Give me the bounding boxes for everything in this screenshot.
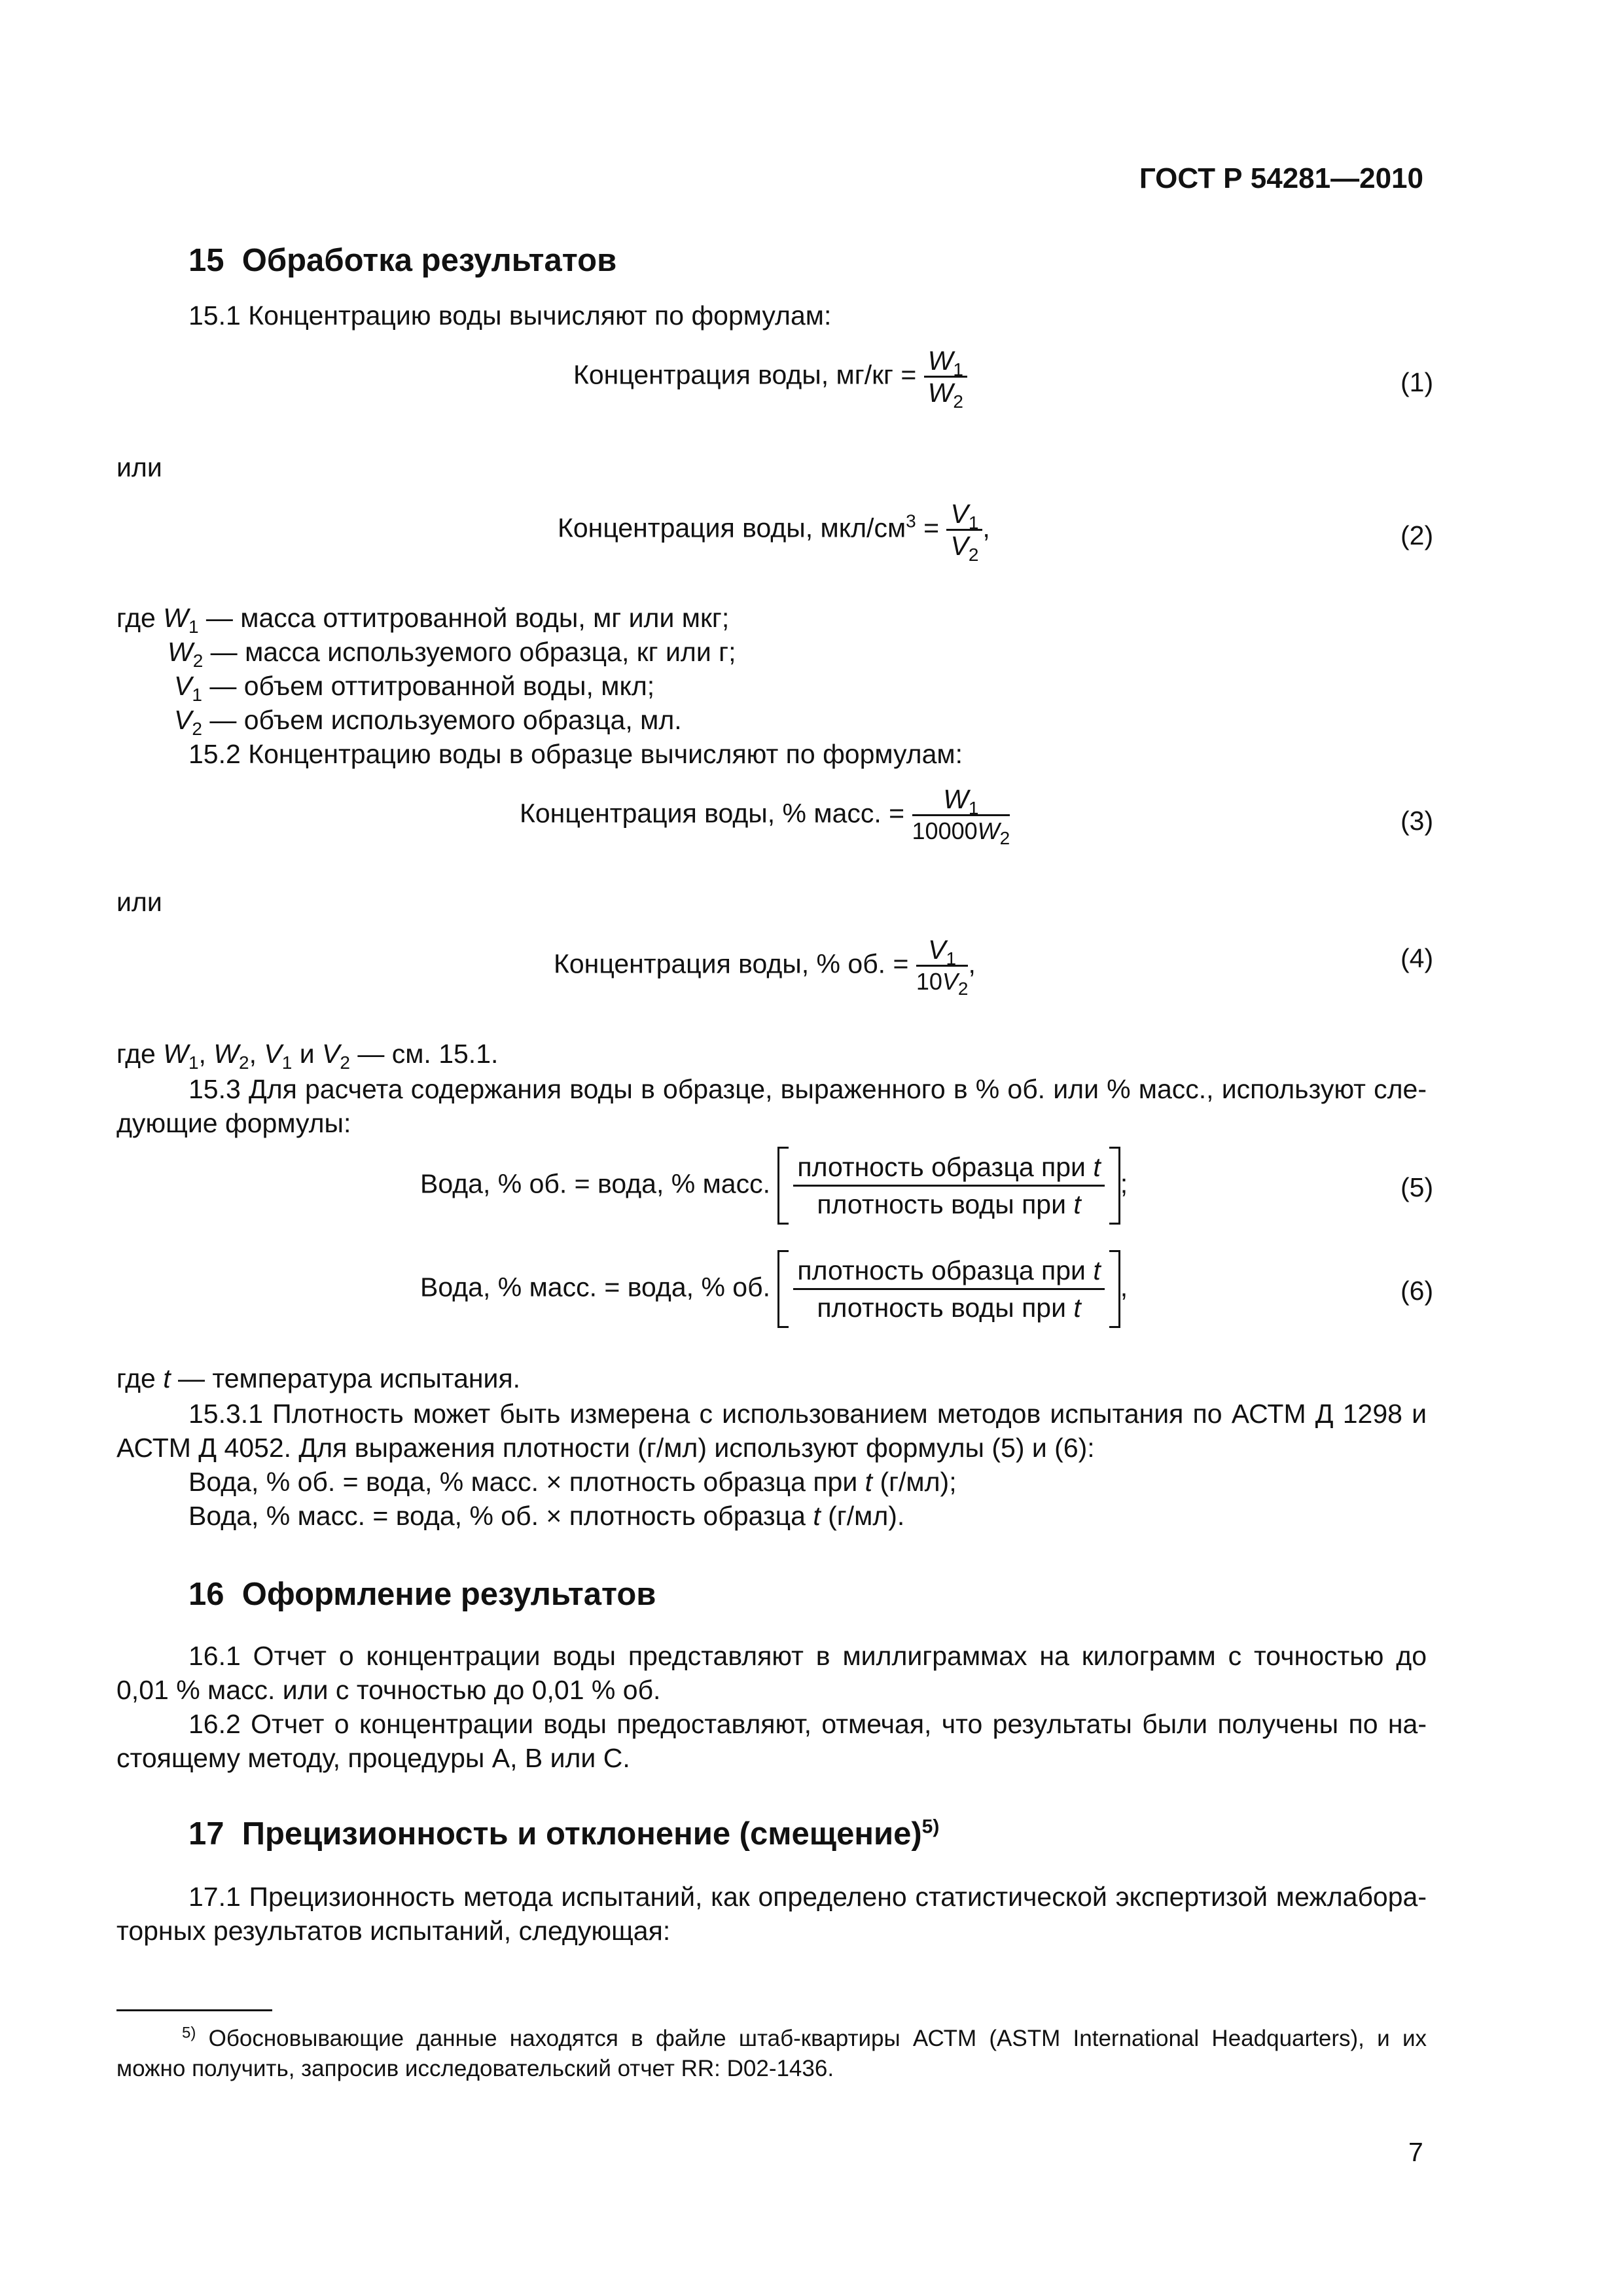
footnote-text: $^{5)}$ Обосновывающие данные находятся в файле штаб-квартиры АСТМ (ASTM International Headquarters), и их	[182, 2024, 1427, 2051]
or-text: или	[116, 452, 162, 482]
equation-lhs: Концентрация воды, мг/кг =	[573, 359, 917, 390]
paragraph-17-1: 17.1 Прецизионность метода испытаний, как определено статистической экспертизой межлабора-	[188, 1882, 1427, 1912]
paragraph-15-3-cont: дующие формулы:	[116, 1108, 351, 1138]
paragraph-16-2: 16.2 Отчет о концентрации воды предоставляют, отмечая, что результаты были получены по на-	[188, 1709, 1427, 1739]
where-item: $V_2$ — объем используемого образца, мл.	[174, 705, 682, 740]
section-17-heading	[188, 1817, 939, 1852]
paragraph-15-3-1: 15.3.1 Плотность может быть измерена с использованием методов испытания по АСТМ Д 1298 и	[188, 1399, 1427, 1429]
section-number: 16	[188, 1577, 224, 1612]
bracketed-fraction: $\frac{\text{плотность образца при t}}{\text{плотность воды при t}}$	[777, 1147, 1120, 1225]
footnote-mark: 5)	[182, 2024, 196, 2042]
section-16-heading	[188, 1577, 656, 1612]
equation-5: Вода, % об. = вода, % масс. $\frac{\text{плотность образца при t}}{\text{плотность воды при t}}$ ;	[420, 1147, 1128, 1225]
fraction: $\frac{V_1}{10V_2}$	[916, 935, 969, 999]
formula-line: Вода, % об. = вода, % масс. × плотность образца при t (г/мл);	[188, 1467, 957, 1497]
equation-lhs: Концентрация воды, % об. =	[554, 948, 909, 979]
equation-number: (2)	[1400, 520, 1434, 550]
equation-number: (6)	[1400, 1276, 1434, 1306]
equation-4: Концентрация воды, % об. = $\frac{V_1}{10V_2}$ ,	[554, 935, 976, 999]
footnote-ref[interactable]: 5)	[921, 1816, 940, 1838]
equation-lhs: Вода, % масс. = вода, % об.	[420, 1272, 770, 1302]
section-title: Оформление результатов	[241, 1577, 656, 1612]
paragraph-16-2-cont: стоящему методу, процедуры А, В или С.	[116, 1743, 630, 1773]
equation-number: (4)	[1400, 943, 1434, 973]
equation-number: (1)	[1400, 367, 1434, 397]
equation-3	[520, 784, 1010, 849]
equation-lhs: Концентрация воды, мкл/см	[558, 512, 906, 543]
paragraph-16-1: 16.1 Отчет о концентрации воды представляют в миллиграммах на килограмм с точностью до	[188, 1641, 1427, 1671]
footnote-divider	[116, 2009, 272, 2011]
where-item: $V_1$ — объем оттитрованной воды, мкл;	[174, 671, 655, 706]
section-title: Обработка результатов	[241, 243, 617, 278]
formula-line: Вода, % масс. = вода, % об. × плотность образца t (г/мл).	[188, 1501, 905, 1531]
fraction: $\frac{W_1}{10000W_2}$	[912, 784, 1010, 849]
paragraph-15-3-1-cont: АСТМ Д 4052. Для выражения плотности (г/мл) используют формулы (5) и (6):	[116, 1433, 1095, 1463]
where-reference: где $W_1$, $W_2$, $V_1$ и $V_2$ — см. 15.1.	[116, 1039, 499, 1073]
section-number: 15	[188, 243, 224, 278]
equation-2: Концентрация воды, мкл/$см^3$ = $\frac{V_1}{V_2}$ ,	[558, 499, 990, 565]
page-number: 7	[1408, 2137, 1423, 2167]
footnote-text-cont: можно получить, запросив исследовательский отчет RR: D02-1436.	[116, 2056, 834, 2081]
where-item: где $W_1$ — масса оттитрованной воды, мг или мкг;	[116, 603, 730, 637]
where-temperature: где t — температура испытания.	[116, 1363, 521, 1393]
paragraph-15-1: 15.1 Концентрацию воды вычисляют по формулам:	[188, 300, 832, 331]
fraction: $\frac{W_1}{W_2}$	[924, 346, 967, 408]
equation-number: (3)	[1400, 806, 1434, 836]
paragraph-15-3: 15.3 Для расчета содержания воды в образце, выраженного в % об. или % масс., используют сле-	[188, 1074, 1427, 1104]
bracketed-fraction: $\frac{\text{плотность образца при t}}{\text{плотность воды при t}}$	[777, 1250, 1120, 1328]
or-text: или	[116, 887, 162, 917]
equation-number: (5)	[1400, 1172, 1434, 1202]
section-15-heading	[188, 243, 616, 278]
equation-lhs: Концентрация воды, % масс. =	[520, 798, 905, 829]
section-title: Прецизионность и отклонение (смещение)	[241, 1816, 922, 1852]
equation-lhs: Вода, % об. = вода, % масс.	[420, 1168, 770, 1199]
document-id: ГОСТ Р 54281—2010	[1139, 162, 1423, 194]
where-item: $W_2$ — масса используемого образца, кг или г;	[168, 637, 736, 672]
paragraph-15-2: 15.2 Концентрацию воды в образце вычисляют по формулам:	[188, 739, 963, 769]
paragraph-17-1-cont: торных результатов испытаний, следующая:	[116, 1916, 671, 1946]
equation-1	[573, 346, 967, 412]
equation-6: Вода, % масс. = вода, % об. $\frac{\text{плотность образца при t}}{\text{плотность воды при t}}$ ,	[420, 1250, 1128, 1328]
section-number: 17	[188, 1816, 224, 1852]
paragraph-16-1-cont: 0,01 % масс. или с точностью до 0,01 % об.	[116, 1675, 661, 1705]
fraction: $\frac{V_1}{V_2}$	[946, 499, 982, 561]
